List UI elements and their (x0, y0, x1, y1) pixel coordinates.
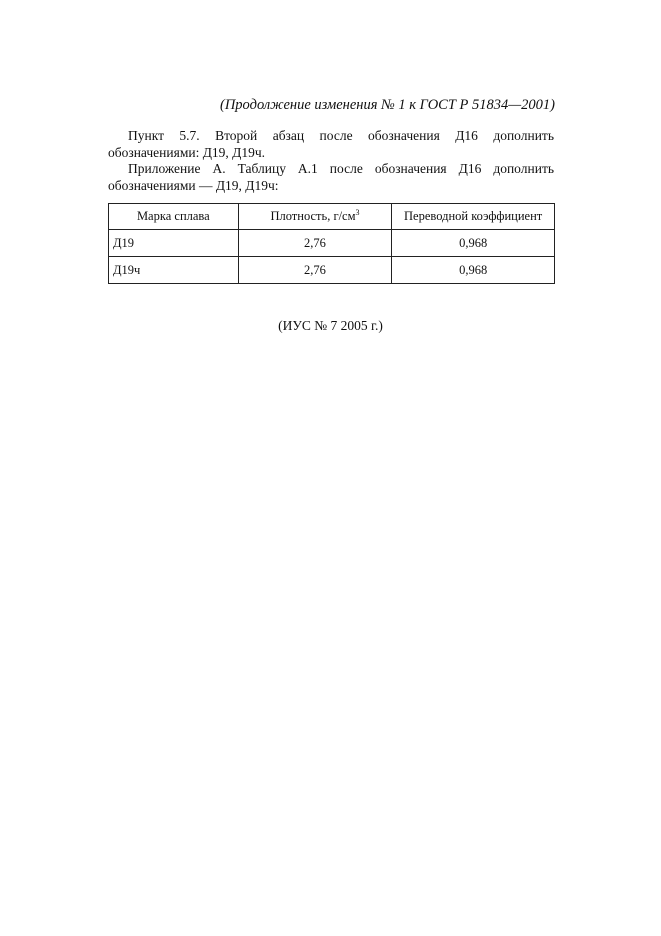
cell-conversion-factor: 0,968 (392, 230, 555, 257)
header-alloy-grade: Марка сплава (109, 204, 239, 230)
alloy-density-table (108, 203, 555, 284)
header-density: Плотность, $г/см^3$ (238, 204, 392, 230)
header-conversion-factor: Переводной коэффициент (392, 204, 555, 230)
table-row (109, 257, 555, 284)
cell-density: 2,76 (238, 257, 392, 284)
cell-alloy-grade: Д19ч (109, 257, 239, 284)
table-row (109, 230, 555, 257)
document-footer-source: (ИУС № 7 2005 г.) (278, 318, 383, 333)
cell-density: 2,76 (238, 230, 392, 257)
document-header: (Продолжение изменения № 1 к ГОСТ Р 51834—2001) (220, 97, 555, 113)
density-unit-superscript: 3 (355, 207, 360, 217)
cell-alloy-grade: Д19 (109, 230, 239, 257)
table-header-row (109, 204, 555, 230)
cell-conversion-factor: 0,968 (392, 257, 555, 284)
paragraph-clause-5-7: Пункт 5.7. Второй абзац после обозначения Д16 дополнить обозначениями: Д19, Д19ч. (108, 128, 554, 160)
paragraph-appendix-a: Приложение А. Таблицу А.1 после обозначения Д16 дополнить обозначениями — Д19, Д19ч: (108, 161, 554, 193)
